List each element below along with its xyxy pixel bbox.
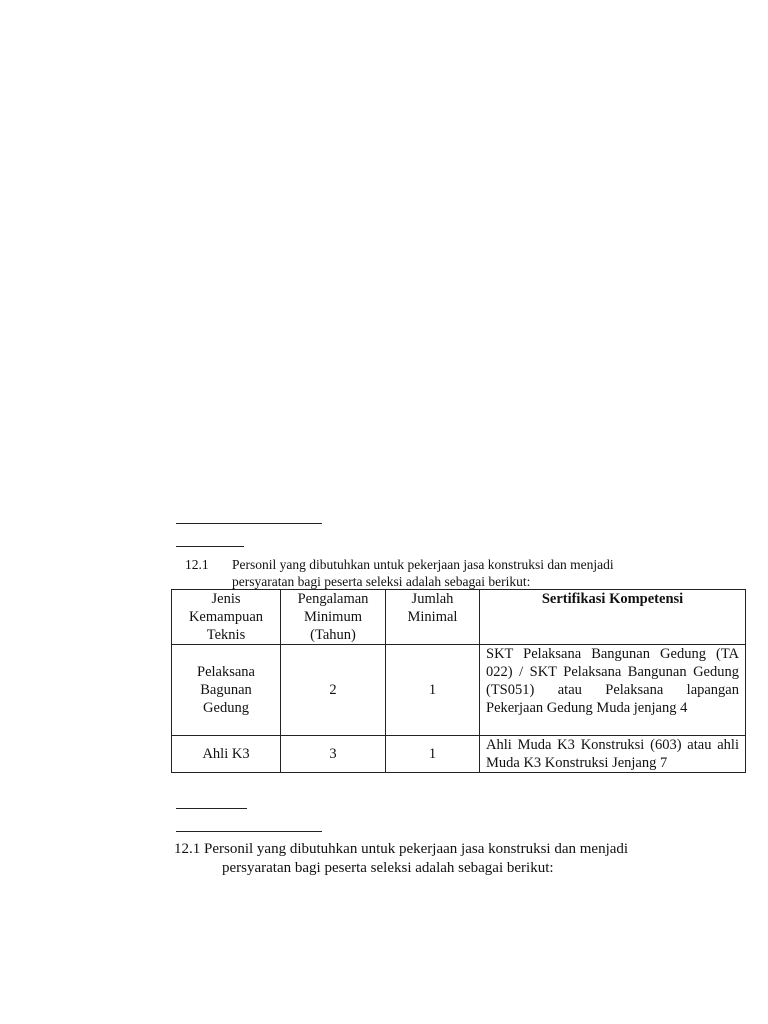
paragraph-number: 12.1 [185, 557, 209, 572]
header-line: Minimal [407, 609, 458, 625]
header-line: Kemampuan [188, 609, 264, 625]
paragraph-line-2: persyaratan bagi peserta seleksi adalah sebagai berikut: [222, 860, 554, 876]
cell-sertifikasi: SKT Pelaksana Bangunan Gedung (TA 022) / SKT Pelaksana Bangunan Gedung (TS051) atau Pelaksana lapangan Pekerjaan Gedung Muda jenjang 4 [480, 645, 746, 736]
cell-jumlah: 1 [386, 645, 480, 736]
cell-line: Ahli K3 [202, 746, 250, 762]
cell-jenis [172, 736, 281, 773]
table-row [172, 645, 746, 736]
separator-line-short-top [176, 546, 244, 547]
paragraph-12-1-bottom [174, 840, 734, 878]
cell-line: Gedung [203, 700, 249, 716]
cell-sertifikasi: Ahli Muda K3 Konstruksi (603) atau ahli Muda K3 Konstruksi Jenjang 7 [480, 736, 746, 773]
separator-line-long-bottom [176, 831, 322, 832]
paragraph-line-1: Personil yang dibutuhkan untuk pekerjaan jasa konstruksi dan menjadi [204, 841, 629, 857]
paragraph-12-1-top [176, 556, 716, 590]
header-jenis-kemampuan-teknis [172, 590, 281, 645]
separator-line-short-bottom [176, 808, 247, 809]
table-header-row [172, 590, 746, 645]
personnel-requirements-table [171, 589, 746, 773]
cell-pengalaman: 2 [281, 645, 386, 736]
header-pengalaman-minimum [281, 590, 386, 645]
header-jumlah-minimal [386, 590, 480, 645]
header-line: Teknis [206, 627, 246, 643]
header-line: Jenis [211, 591, 241, 607]
paragraph-number: 12.1 [174, 841, 201, 857]
cell-jenis [172, 645, 281, 736]
header-line: (Tahun) [310, 627, 356, 643]
header-line: Pengalaman [297, 591, 369, 607]
cell-jumlah: 1 [386, 736, 480, 773]
cell-line: Pelaksana [197, 664, 255, 680]
header-line: Minimum [303, 609, 362, 625]
paragraph-line-2: persyaratan bagi peserta seleksi adalah sebagai berikut: [232, 574, 531, 589]
header-line: Jumlah [411, 591, 454, 607]
table-row [172, 736, 746, 773]
cell-pengalaman: 3 [281, 736, 386, 773]
separator-line-long-top [176, 523, 322, 524]
cell-line: Bagunan [200, 682, 252, 698]
header-sertifikasi-kompetensi: Sertifikasi Kompetensi [480, 590, 746, 645]
paragraph-line-1: Personil yang dibutuhkan untuk pekerjaan jasa konstruksi dan menjadi [232, 557, 614, 572]
